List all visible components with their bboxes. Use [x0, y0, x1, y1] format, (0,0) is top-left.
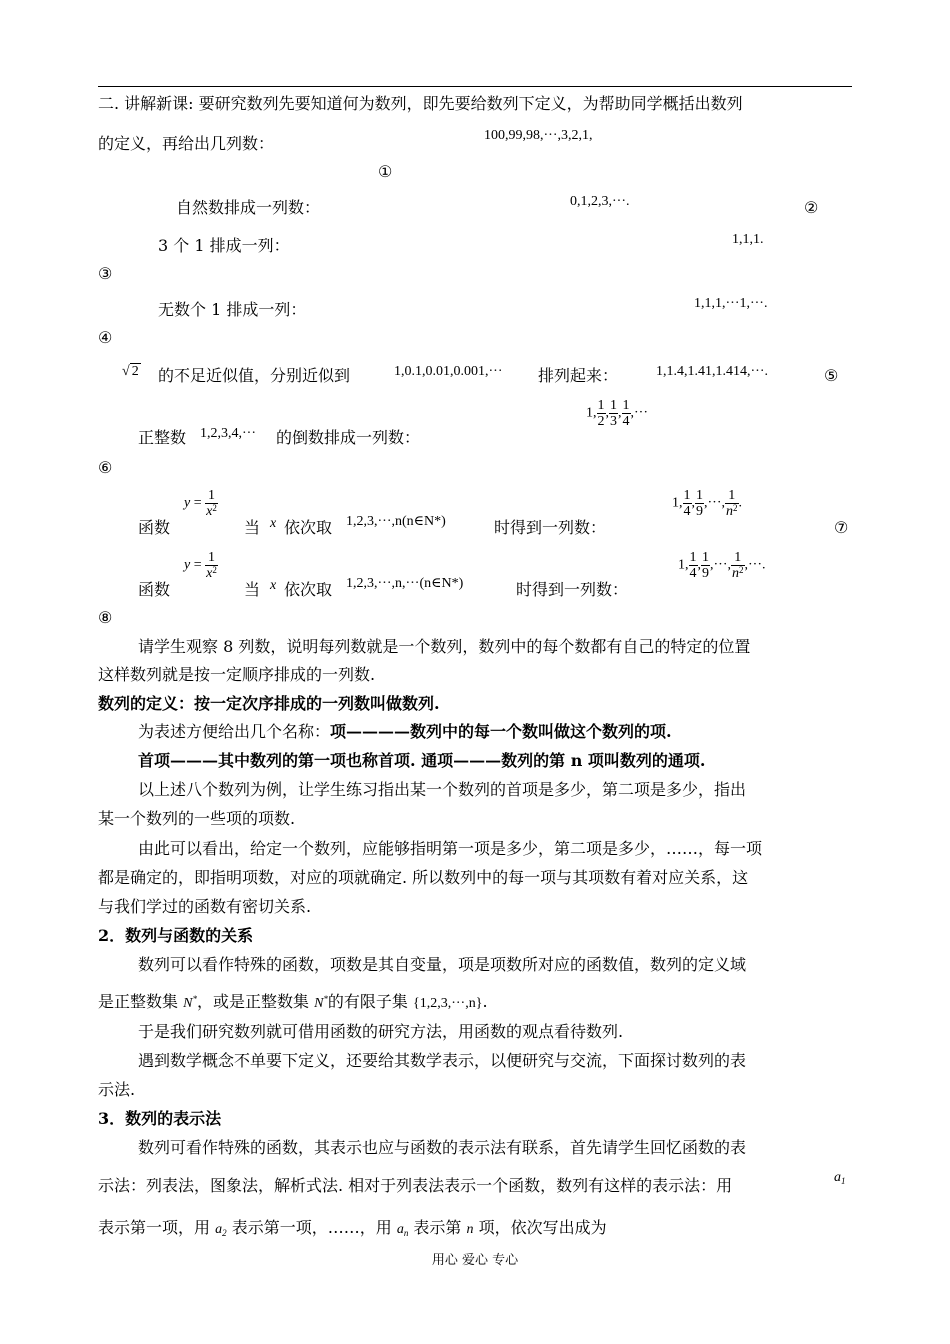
sequence-6-value: 1, $\frac{1}{2}$ , $\frac{1}{3}$ , $\frac{1}{4}$ ,··· — [586, 398, 648, 429]
a1-symbol: $a_1$ — [834, 1170, 846, 1186]
names-intro — [138, 722, 672, 742]
sequence-8-label-b: 当 — [244, 580, 261, 599]
a2-symbol: $a_2$ — [215, 1222, 227, 1238]
intro-line-1: 二. 讲解新课: 要研究数列先要知道何为数列，即先要给数列下定义，为帮助同学概括出数列 — [98, 94, 743, 113]
sequence-1-number: ① — [378, 162, 393, 181]
sequence-6-number: ⑥ — [98, 458, 113, 477]
section-2-p2-end: . — [482, 992, 488, 1011]
observe-line-1: 请学生观察 8 列数，说明每列数就是一个数列，数列中的每个数都有自己的特定的位置 — [138, 637, 751, 656]
section-2-p3: 于是我们研究数列就可借用函数的研究方法，用函数的观点看待数列. — [138, 1022, 624, 1041]
section-2-p2a: 是正整数集 — [98, 992, 179, 1011]
conclude-line-3: 与我们学过的函数有密切关系. — [98, 897, 312, 916]
sequence-6-label-b: 的倒数排成一列数： — [276, 428, 421, 447]
sequence-3-value: 1,1,1. — [732, 232, 764, 247]
finite-set: {1,2,3,···,n} — [413, 996, 483, 1011]
sequence-2-number: ② — [804, 198, 819, 217]
first-general-terms: 首项———其中数列的第一项也称首项. 通项———数列的第 n 项叫数列的通项. — [138, 751, 706, 770]
section-3-p2a: 表示第一项，用 — [98, 1218, 211, 1237]
sequence-3-label: 3 个 1 排成一列： — [158, 236, 290, 255]
section-2-p1: 数列可以看作特殊的函数，项数是其自变量，项是项数所对应的函数值，数列的定义域 — [138, 955, 747, 974]
sequence-8-function: y = $\frac{1}{x^2}$ — [184, 550, 217, 581]
section-2-p4b: 示法. — [98, 1080, 136, 1099]
sequence-5-label-b: 排列起来： — [538, 366, 619, 385]
page-footer: 用心 爱心 专心 — [431, 1253, 519, 1268]
sequence-7-value: 1, $\frac{1}{4}$ , $\frac{1}{9}$ ,···, $\frac{1}{n^2}$ . — [672, 488, 742, 519]
section-2-p2 — [98, 992, 488, 1014]
sequence-7-label-c: 依次取 — [284, 518, 333, 537]
sequence-4-number: ④ — [98, 328, 113, 347]
sequence-4-label: 无数个 1 排成一列： — [158, 300, 307, 319]
section-3-p2b: 表示第一项，……，用 — [231, 1218, 392, 1237]
header-rule — [98, 86, 852, 87]
observe-line-2: 这样数列就是按一定顺序排成的一列数. — [98, 665, 376, 684]
sequence-8-label-c: 依次取 — [284, 580, 333, 599]
sequence-7-label-a: 函数 — [138, 518, 171, 537]
sequence-7-label-b: 当 — [244, 518, 261, 537]
sequence-8-value: 1, $\frac{1}{4}$ , $\frac{1}{9}$ ,···, $\frac{1}{n^2}$ ,···. — [678, 550, 766, 581]
sequence-6-seq: 1,2,3,4,··· — [200, 426, 256, 441]
conclude-line-1: 由此可以看出，给定一个数列，应能够指明第一项是多少，第二项是多少，……，每一项 — [138, 839, 763, 858]
section-2-heading: 2．数列与函数的关系 — [98, 926, 254, 945]
names-prefix: 为表述方便给出几个名称： — [138, 722, 331, 741]
sequence-8-number: ⑧ — [98, 608, 113, 627]
sequence-5-number: ⑤ — [824, 366, 839, 385]
sequence-7-label-d: 时得到一列数： — [494, 518, 607, 537]
intro-line-2: 的定义，再给出几列数： — [98, 134, 275, 153]
an-symbol: $a_n$ — [396, 1222, 409, 1238]
exercise-line-2: 某一个数列的一些项的项数. — [98, 809, 296, 828]
sequence-4-value: 1,1,1,···1,···. — [694, 296, 768, 311]
sequence-3-number: ③ — [98, 264, 113, 283]
section-3-p2 — [98, 1218, 607, 1240]
sequence-8-domain: 1,2,3,···,n,···(n∈N*) — [346, 576, 464, 591]
sequence-8-label-a: 函数 — [138, 580, 171, 599]
sequence-5-label-a: 的不足近似值，分别近似到 — [158, 366, 351, 385]
sequence-2-label: 自然数排成一列数： — [176, 198, 321, 217]
section-2-p2b: ，或是正整数集 — [196, 992, 309, 1011]
n-symbol: n — [466, 1222, 474, 1237]
exercise-line-1: 以上述八个数列为例，让学生练习指出某一个数列的首项是多少，第二项是多少，指出 — [138, 780, 747, 799]
definition: 数列的定义：按一定次序排成的一列数叫做数列. — [98, 694, 440, 713]
positive-integers-symbol-2: N* — [314, 994, 328, 1011]
sequence-8-var-x: x — [270, 578, 277, 593]
positive-integers-symbol: N* — [183, 994, 197, 1011]
sequence-1-value: 100,99,98,···,3,2,1, — [484, 128, 593, 143]
section-3-p2c: 表示第 — [413, 1218, 462, 1237]
section-3-heading: 3．数列的表示法 — [98, 1109, 222, 1128]
section-3-p2d: 项，依次写出成为 — [478, 1218, 607, 1237]
sequence-7-number: ⑦ — [834, 518, 849, 537]
sequence-8-label-d: 时得到一列数： — [516, 580, 629, 599]
section-2-p4a: 遇到数学概念不单要下定义，还要给其数学表示，以便研究与交流，下面探讨数列的表 — [138, 1051, 747, 1070]
section-2-p2c: 的有限子集 — [327, 992, 408, 1011]
names-term: 项————数列中的每一个数叫做这个数列的项. — [330, 722, 672, 741]
sequence-5-approx: 1,0.1,0.01,0.001,··· — [394, 364, 503, 379]
sequence-6-label-a: 正整数 — [138, 428, 187, 447]
sequence-7-function: y = $\frac{1}{x^2}$ — [184, 488, 217, 519]
section-3-p1b: 示法：列表法，图象法，解析式法. 相对于列表法表示一个函数，数列有这样的表示法：用 — [98, 1176, 733, 1195]
conclude-line-2: 都是确定的，即指明项数，对应的项就确定. 所以数列中的每一项与其项数有着对应关系，这 — [98, 868, 749, 887]
sequence-2-value: 0,1,2,3,···. — [570, 194, 630, 209]
sequence-5-value: 1,1.4,1.41,1.414,···. — [656, 364, 768, 379]
sqrt-two: √ 2 — [122, 364, 139, 379]
sequence-7-domain: 1,2,3,···,n(n∈N*) — [346, 514, 446, 529]
section-3-p1a: 数列可看作特殊的函数，其表示也应与函数的表示法有联系，首先请学生回忆函数的表 — [138, 1138, 747, 1157]
sequence-7-var-x: x — [270, 516, 277, 531]
